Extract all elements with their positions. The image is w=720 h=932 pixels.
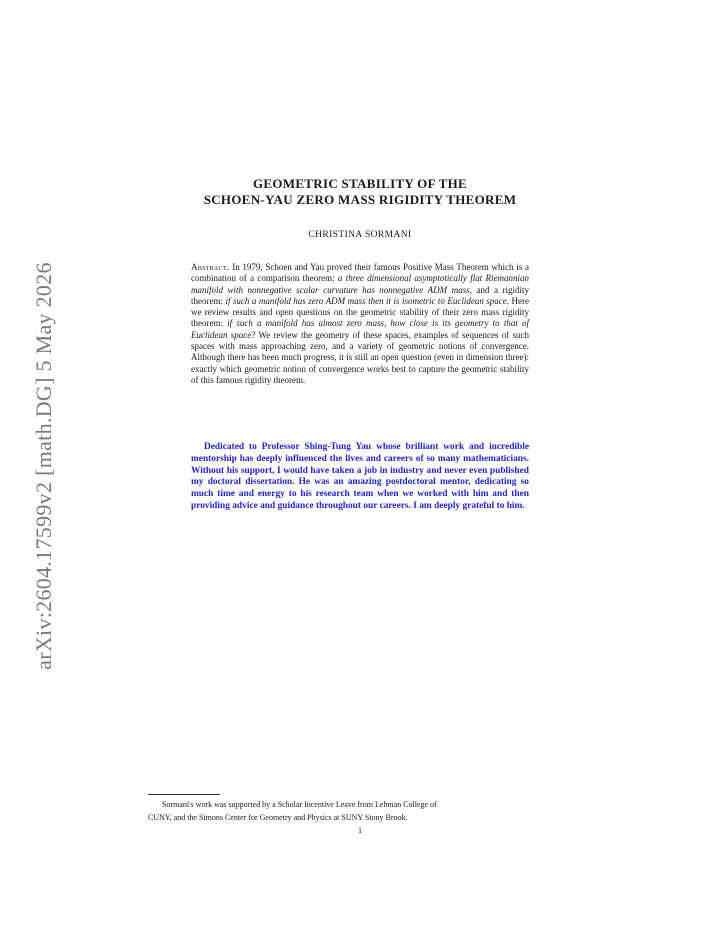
footnote	[148, 798, 572, 824]
footnote-divider	[148, 794, 220, 795]
abstract-italic-1: a three dimensional asymptotically flat Riemannian manifold with nonnegative scalar curvature has nonnegative ADM mass	[191, 273, 529, 295]
dedication: Dedicated to Professor Shing-Tung Yau whose brilliant work and incredible mentorship has deeply influenced the lives and careers of so many mathematicians. Without his support, I would have taken a job in industry and never even published my doctoral dissertation. He was an amazing postdoctoral mentor, dedicating so much time and energy to his research team when we worked with him and then providing advice and guidance throughout our careers. I am deeply grateful to him.	[191, 442, 529, 511]
abstract-text-1: In 1979, Schoen and Yau proved their famous Positive Mass Theorem which is a combination of a comparison theorem:	[191, 262, 529, 284]
paper-title-line-2: SCHOEN-YAU ZERO MASS RIGIDITY THEOREM	[203, 192, 517, 207]
author-name: CHRISTINA SORMANI	[308, 230, 412, 240]
arxiv-identifier-stamp: arXiv:2604.17599v2 [math.DG] 5 May 2026	[31, 262, 56, 670]
abstract-heading: Abstract.	[191, 262, 230, 272]
abstract	[191, 262, 529, 386]
abstract-text-4: ? We review the geometry of these spaces, examples of sequences of such spaces with mass approaching zero, and a variety of geometric notions of convergence. Although there has been much progress, it is still an open question (even in dimension three): exactly which geometric notion of convergence works best to capture the geometric stability of this famous rigidity theorem.	[191, 329, 529, 385]
abstract-text-2: , and a rigidity theorem:	[191, 284, 530, 306]
abstract-italic-2: if such a manifold has zero ADM mass then it is isometric to Euclidean space	[225, 295, 507, 306]
footnote-line-1: Sormani's work was supported by a Scholar Incentive Leave from Lehman College of	[162, 800, 437, 809]
abstract-italic-3: if such a manifold has almost zero mass, how close is its geometry to that of Euclidean space	[191, 318, 529, 340]
paper-title-line-1: GEOMETRIC STABILITY OF THE	[252, 176, 468, 191]
paper-title	[0, 176, 720, 208]
abstract-text-3: . Here we review results and open questions on the geometric stability of their zero mass rigidity theorem:	[191, 295, 529, 329]
footnote-line-2: CUNY, and the Simons Center for Geometry and Physics at SUNY Stony Brook.	[148, 813, 408, 822]
page-number: 1	[358, 826, 362, 835]
